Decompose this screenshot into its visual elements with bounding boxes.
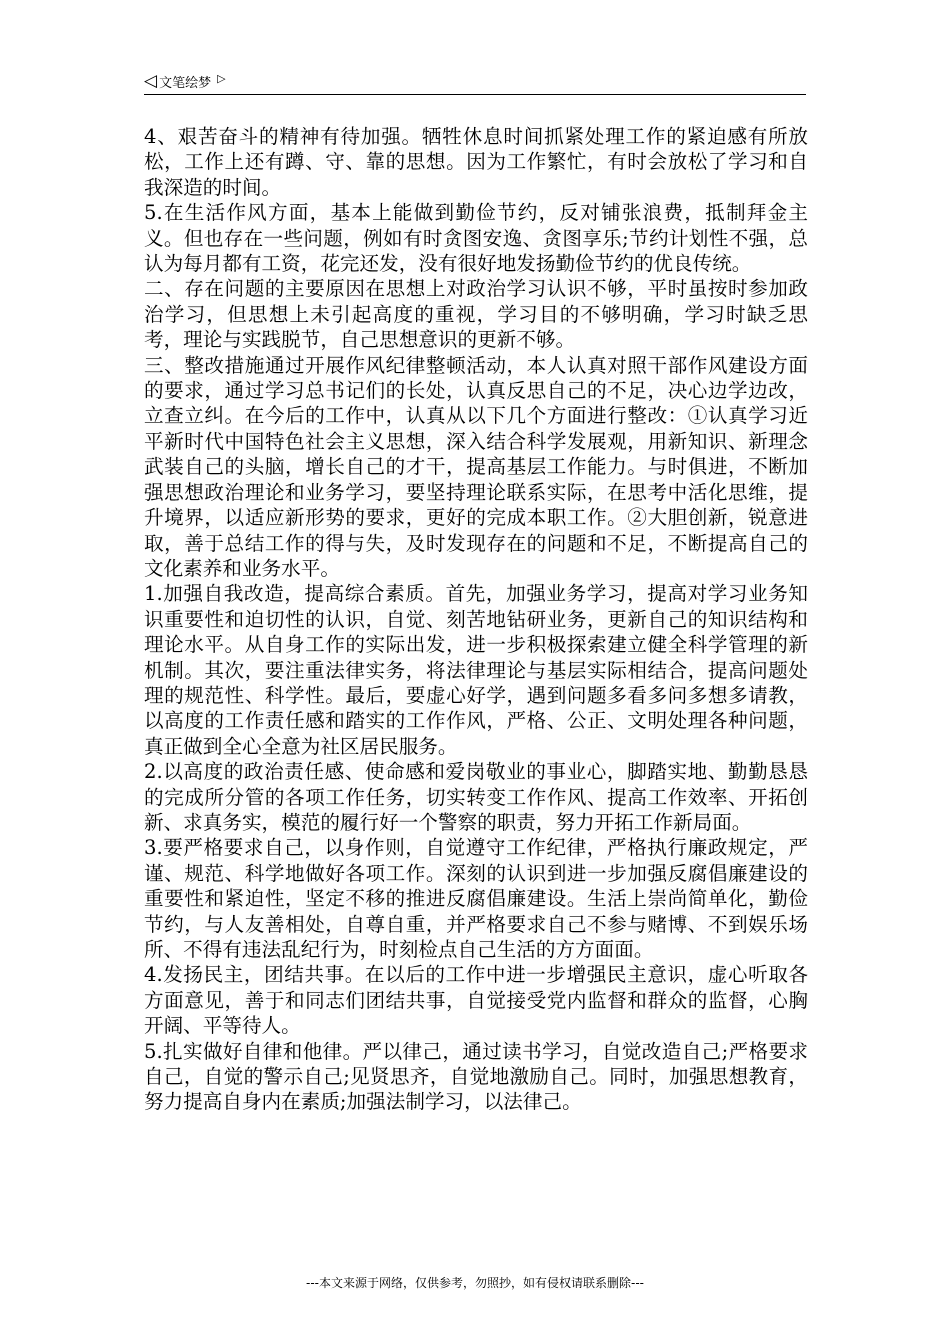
page-header [144, 68, 806, 95]
header-title: 文笔绘梦 [159, 75, 212, 91]
paragraph: 5.在生活作风方面，基本上能做到勤俭节约，反对铺张浪费，抵制拜金主义。但也存在一些问题，例如有时贪图安逸、贪图享乐;节约计划性不强，总认为每月都有工资，花完还发，没有很好地发扬勤俭节约的优良传统。 [144, 201, 808, 276]
paragraph: 4、艰苦奋斗的精神有待加强。牺牲休息时间抓紧处理工作的紧迫感有所放松，工作上还有蹲、守、靠的思想。因为工作繁忙，有时会放松了学习和自我深造的时间。 [144, 125, 808, 199]
paragraph: 二、存在问题的主要原因在思想上对政治学习认识不够，平时虽按时参加政治学习，但思想上未引起高度的重视，学习目的不够明确，学习时缺乏思考，理论与实践脱节，自己思想意识的更新不够。 [144, 277, 808, 352]
paragraph: 1.加强自我改造，提高综合素质。首先，加强业务学习，提高对学习业务知识重要性和迫切性的认识，自觉、刻苦地钻研业务，更新自己的知识结构和理论水平。从自身工作的实际出发，进一步积极探索建立健全科学管理的新机制。其次，要注重法律实务，将法律理论与基层实际相结合，提高问题处理的规范性、科学性。最后，要虚心好学，遇到问题多看多问多想多请教，以高度的工作责任感和踏实的工作作风，严格、公正、文明处理各种问题，真正做到全心全意为社区居民服务。 [144, 582, 808, 758]
paragraph: 3.要严格要求自己，以身作则，自觉遵守工作纪律，严格执行廉政规定，严谨、规范、科学地做好各项工作。深刻的认识到进一步加强反腐倡廉建设的重要性和紧迫性，坚定不移的推进反腐倡廉建设。生活上崇尚简单化，勤俭节约，与人友善相处，自尊自重，并严格要求自己不参与赌博、不到娱乐场所、不得有违法乱纪行为，时刻检点自己生活的方方面面。 [144, 836, 808, 961]
paragraph: 4.发扬民主，团结共事。在以后的工作中进一步增强民主意识，虚心听取各方面意见，善于和同志们团结共事，自觉接受党内监督和群众的监督，心胸开阔、平等待人。 [144, 963, 808, 1038]
paragraph: 5.扎实做好自律和他律。严以律己，通过读书学习，自觉改造自己;严格要求自己，自觉的警示自己;见贤思齐，自觉地激励自己。同时，加强思想教育，努力提高自身内在素质;加强法制学习，以法律己。 [144, 1039, 808, 1114]
document-body [144, 124, 808, 1115]
footer-notice: ---本文来源于网络，仅供参考，勿照抄，如有侵权请联系删除--- [306, 1276, 644, 1290]
paragraph: 三、整改措施通过开展作风纪律整顿活动，本人认真对照干部作风建设方面的要求，通过学习总书记们的长处，认真反思自己的不足，决心边学边改，立查立纠。在今后的工作中，认真从以下几个方面进行整改：①认真学习近平新时代中国特色社会主义思想，深入结合科学发展观，用新知识、新理念武装自己的头脑，增长自己的才干，提高基层工作能力。与时俱进，不断加强思想政治理论和业务学习，要坚持理论联系实际，在思考中活化思维，提升境界，以适应新形势的要求，更好的完成本职工作。②大胆创新，锐意进取，善于总结工作的得与失，及时发现存在的问题和不足，不断提高自己的文化素养和业务水平。 [144, 353, 808, 580]
paragraph: 2.以高度的政治责任感、使命感和爱岗敬业的事业心，脚踏实地、勤勤恳恳的完成所分管的各项工作任务，切实转变工作作风、提高工作效率、开拓创新、求真务实，模范的履行好一个警察的职责，努力开拓工作新局面。 [144, 760, 808, 834]
triangle-left-icon: ◁ [144, 70, 158, 91]
triangle-right-icon: ▷ [217, 71, 226, 85]
